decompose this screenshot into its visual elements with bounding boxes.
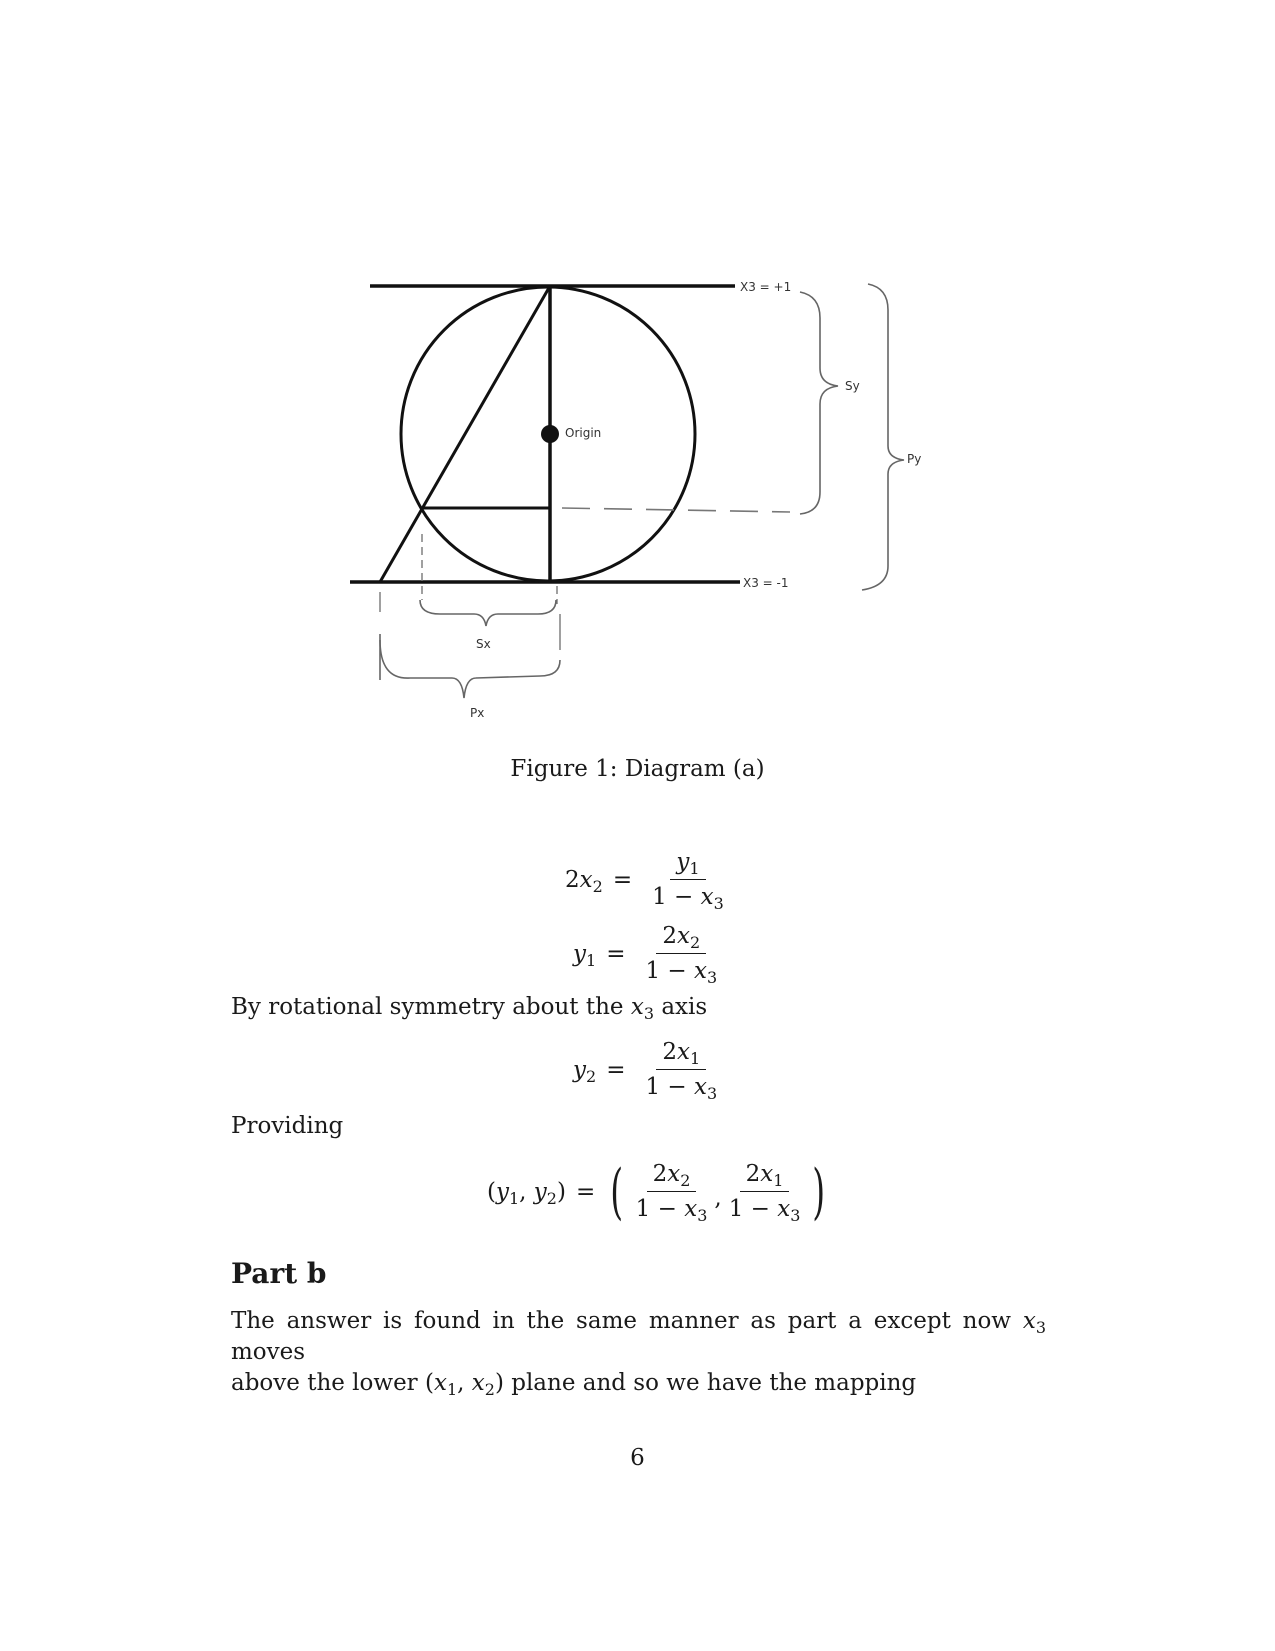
part-b-line1-after: moves [231, 1339, 306, 1365]
part-b-line1-var: x [1022, 1308, 1036, 1334]
sy-label: Sy [845, 379, 860, 393]
sx-label: Sx [476, 637, 491, 651]
eq4-f1-num-var: x [667, 1161, 681, 1187]
eq2-lhs [573, 940, 597, 970]
part-b-line2-var1: x [433, 1370, 447, 1396]
eq4-f2-den-const: 1 − [728, 1196, 778, 1222]
eq3-den-var: x [694, 1074, 707, 1100]
eq1-den-var: x [700, 884, 714, 910]
eq1-den-const: 1 − [652, 884, 701, 910]
symmetry-var: x [630, 994, 644, 1020]
origin-dot [541, 425, 559, 443]
eq4-comma: , [714, 1185, 722, 1211]
eq4-f1-num-coef: 2 [652, 1161, 668, 1187]
eq4-f1-num-sub: 2 [680, 1171, 691, 1190]
eq1-den-sub: 3 [713, 894, 724, 913]
sx-brace [420, 600, 556, 626]
eq2-num-coef: 2 [662, 923, 678, 949]
sy-brace [800, 292, 838, 514]
part-b-paragraph [231, 1306, 1046, 1399]
eq4-lhs-sep: , [519, 1178, 534, 1205]
eq1-fraction [646, 848, 730, 911]
eq4-lhs-a-sub: 1 [508, 1188, 520, 1208]
eq3-equals: = [606, 1056, 626, 1083]
eq4-lhs-a-var: y [495, 1178, 509, 1205]
px-label: Px [470, 706, 485, 720]
eq3-den-sub: 3 [706, 1084, 718, 1103]
eq1-num-var: y [676, 849, 690, 875]
eq4-f1-den-sub: 3 [697, 1206, 708, 1225]
page-number: 6 [630, 1445, 645, 1471]
eq2-lhs-sub: 1 [586, 950, 597, 970]
symmetry-sentence [231, 992, 707, 1023]
eq1-num-sub: 1 [689, 859, 700, 878]
eq1-lhs-var: x [579, 866, 593, 893]
eq2-fraction [639, 922, 723, 985]
eq4-lhs-open: ( [487, 1178, 496, 1205]
eq3-lhs-var: y [573, 1056, 586, 1083]
bottom-line-label: X3 = -1 [743, 576, 789, 590]
eq2-num-sub: 2 [690, 933, 701, 952]
eq4-f2-num-sub: 1 [773, 1171, 784, 1190]
equation-1 [565, 848, 734, 911]
eq4-f2-num-coef: 2 [745, 1161, 761, 1187]
eq4-fraction-2 [723, 1160, 807, 1223]
figure-caption: Figure 1: Diagram (a) [510, 756, 765, 782]
part-b-line2-comma: , [457, 1370, 472, 1396]
eq4-f1-den-var: x [684, 1196, 698, 1222]
part-b-line2-sub1: 1 [446, 1380, 458, 1399]
eq3-num-coef: 2 [662, 1039, 678, 1065]
part-b-line2-after: ) plane and so we have the mapping [494, 1370, 917, 1396]
eq1-lhs-sub: 2 [592, 876, 603, 896]
py-brace [862, 284, 904, 590]
eq2-den-sub: 3 [706, 968, 718, 987]
eq4-lhs-close: ) [556, 1178, 566, 1205]
eq3-lhs-sub: 2 [586, 1066, 597, 1086]
eq1-equals: = [612, 866, 633, 893]
part-b-line-2 [231, 1368, 1046, 1399]
eq4-fraction-1 [630, 1160, 714, 1223]
py-label: Py [907, 452, 922, 466]
projection-line [380, 286, 550, 582]
eq1-lhs-coef: 2 [565, 866, 580, 893]
stereographic-diagram [0, 0, 1275, 740]
equation-4 [487, 1156, 831, 1227]
part-b-line-1 [231, 1306, 1046, 1368]
eq4-f2-den-sub: 3 [790, 1206, 801, 1225]
symmetry-text-after: axis [654, 994, 708, 1020]
eq3-den-const: 1 − [645, 1074, 694, 1100]
eq3-num-var: x [677, 1039, 691, 1065]
symmetry-text-before: By rotational symmetry about the [231, 994, 631, 1020]
eq4-big-open-paren: ( [610, 1156, 624, 1227]
origin-label: Origin [565, 426, 602, 440]
part-b-line2-before: above the lower ( [231, 1370, 434, 1396]
eq4-f2-num-var: x [760, 1161, 774, 1187]
part-b-line2-sub2: 2 [484, 1380, 495, 1399]
part-b-line1-before: The answer is found in the same manner as part a except now [231, 1308, 1023, 1334]
eq2-num-var: x [677, 923, 691, 949]
symmetry-sub: 3 [643, 1004, 655, 1023]
eq1-lhs [565, 866, 603, 896]
px-brace [380, 640, 560, 698]
eq3-fraction [639, 1038, 723, 1101]
part-b-heading: Part b [231, 1257, 327, 1290]
eq4-lhs-b-var: y [533, 1178, 547, 1205]
eq4-lhs-b-sub: 2 [546, 1188, 557, 1208]
equation-2 [573, 922, 727, 985]
providing-text: Providing [231, 1113, 344, 1139]
eq4-f1-den-const: 1 − [635, 1196, 685, 1222]
eq2-equals: = [606, 940, 626, 967]
top-line-label: X3 = +1 [740, 280, 792, 294]
eq4-equals: = [575, 1178, 596, 1205]
eq2-lhs-var: y [573, 940, 586, 967]
eq2-den-const: 1 − [645, 958, 694, 984]
px-brace-ticks [380, 592, 560, 650]
eq2-den-var: x [694, 958, 707, 984]
eq3-lhs [573, 1056, 597, 1086]
part-b-line2-var2: x [471, 1370, 485, 1396]
eq3-num-sub: 1 [690, 1049, 701, 1068]
equation-3 [573, 1038, 727, 1101]
part-b-line1-sub: 3 [1035, 1318, 1046, 1337]
eq4-big-close-paren: ) [812, 1156, 826, 1227]
eq4-lhs [487, 1178, 566, 1208]
eq4-f2-den-var: x [777, 1196, 791, 1222]
